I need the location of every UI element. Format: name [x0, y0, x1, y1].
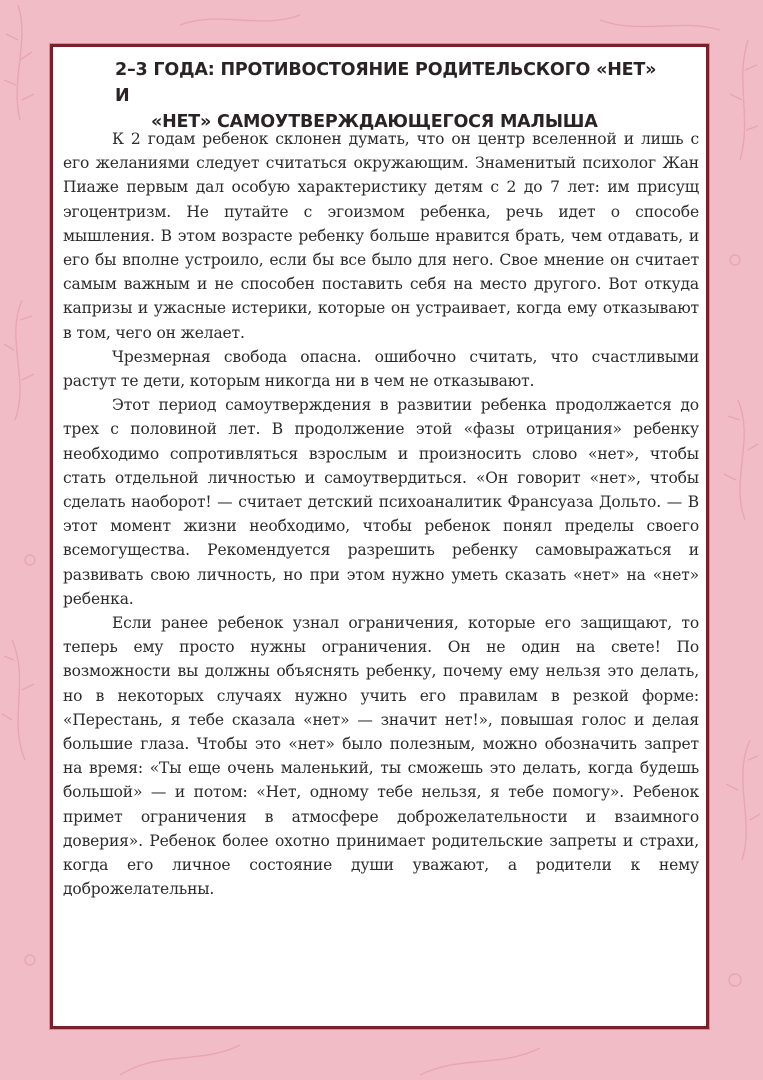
title-line-1: 2–3 ГОДА: ПРОТИВОСТОЯНИЕ РОДИТЕЛЬСКОГО «НЕТ» И: [115, 60, 657, 106]
article-body: [63, 127, 699, 902]
paragraph-2: Чрезмерная свобода опасна. ошибочно считать, что счастливыми растут те дети, которым никогда ни в чем не отказывают.: [63, 347, 699, 391]
page-title: [115, 57, 675, 135]
paragraph-4: Если ранее ребенок узнал ограничения, которые его защищают, то теперь ему просто нужны ограничения. Он не один на свете! По возможности вы должны объяснять ребенку, почему ему нельзя это делать, но в некоторых случаях нужно учить его правилам в резкой форме: «Перестань, я тебе сказала «нет» — значит нет!», повышая голос и делая большие глаза. Чтобы это «нет» было полезным, можно обозначить запрет на время: «Ты еще очень маленький, ты сможешь это делать, когда будешь большой» — и потом: «Нет, одному тебе нельзя, я тебе помогу». Ребенок примет ограничения в атмосфере доброжелательности и взаимного доверия». Ребенок более охотно принимает родительские запреты и страхи, когда его личное состояние души уважают, а родители к нему доброжелательны.: [63, 614, 699, 899]
content-panel: [50, 44, 709, 1029]
title-line-2: «НЕТ» САМОУТВЕРЖДАЮЩЕГОСЯ МАЛЫША: [151, 112, 598, 132]
paragraph-1: К 2 годам ребенок склонен думать, что он центр вселенной и лишь с его желаниями следует считаться окружающим. Знаменитый психолог Жан Пиаже первым дал особую характеристику детям с 2 до 7 лет: им присущ эгоцентризм. Не путайте с эгоизмом ребенка, речь идет о способе мышления. В этом возрасте ребенку больше нравится брать, чем отдавать, и его бы вполне устроило, если бы все было для него. Свое мнение он считает самым важным и не способен поставить себя на место другого. Вот откуда капризы и ужасные истерики, которые он устраивает, когда ему отказывают в том, чего он желает.: [63, 130, 699, 342]
paragraph-3: Этот период самоутверждения в развитии ребенка продолжается до трех с половиной лет. В продолжение этой «фазы отрицания» ребенку необходимо сопротивляться взрослым и произносить слово «нет», чтобы стать отдельной личностью и самоутвердиться. «Он говорит «нет», чтобы сделать наоборот! — считает детский психоаналитик Франсуаза Дольто. — В этот момент жизни необходимо, чтобы ребенок понял пределы своего всемогущества. Рекомендуется разрешить ребенку самовыражаться и развивать свою личность, но при этом нужно уметь сказать «нет» на «нет» ребенка.: [63, 396, 699, 608]
